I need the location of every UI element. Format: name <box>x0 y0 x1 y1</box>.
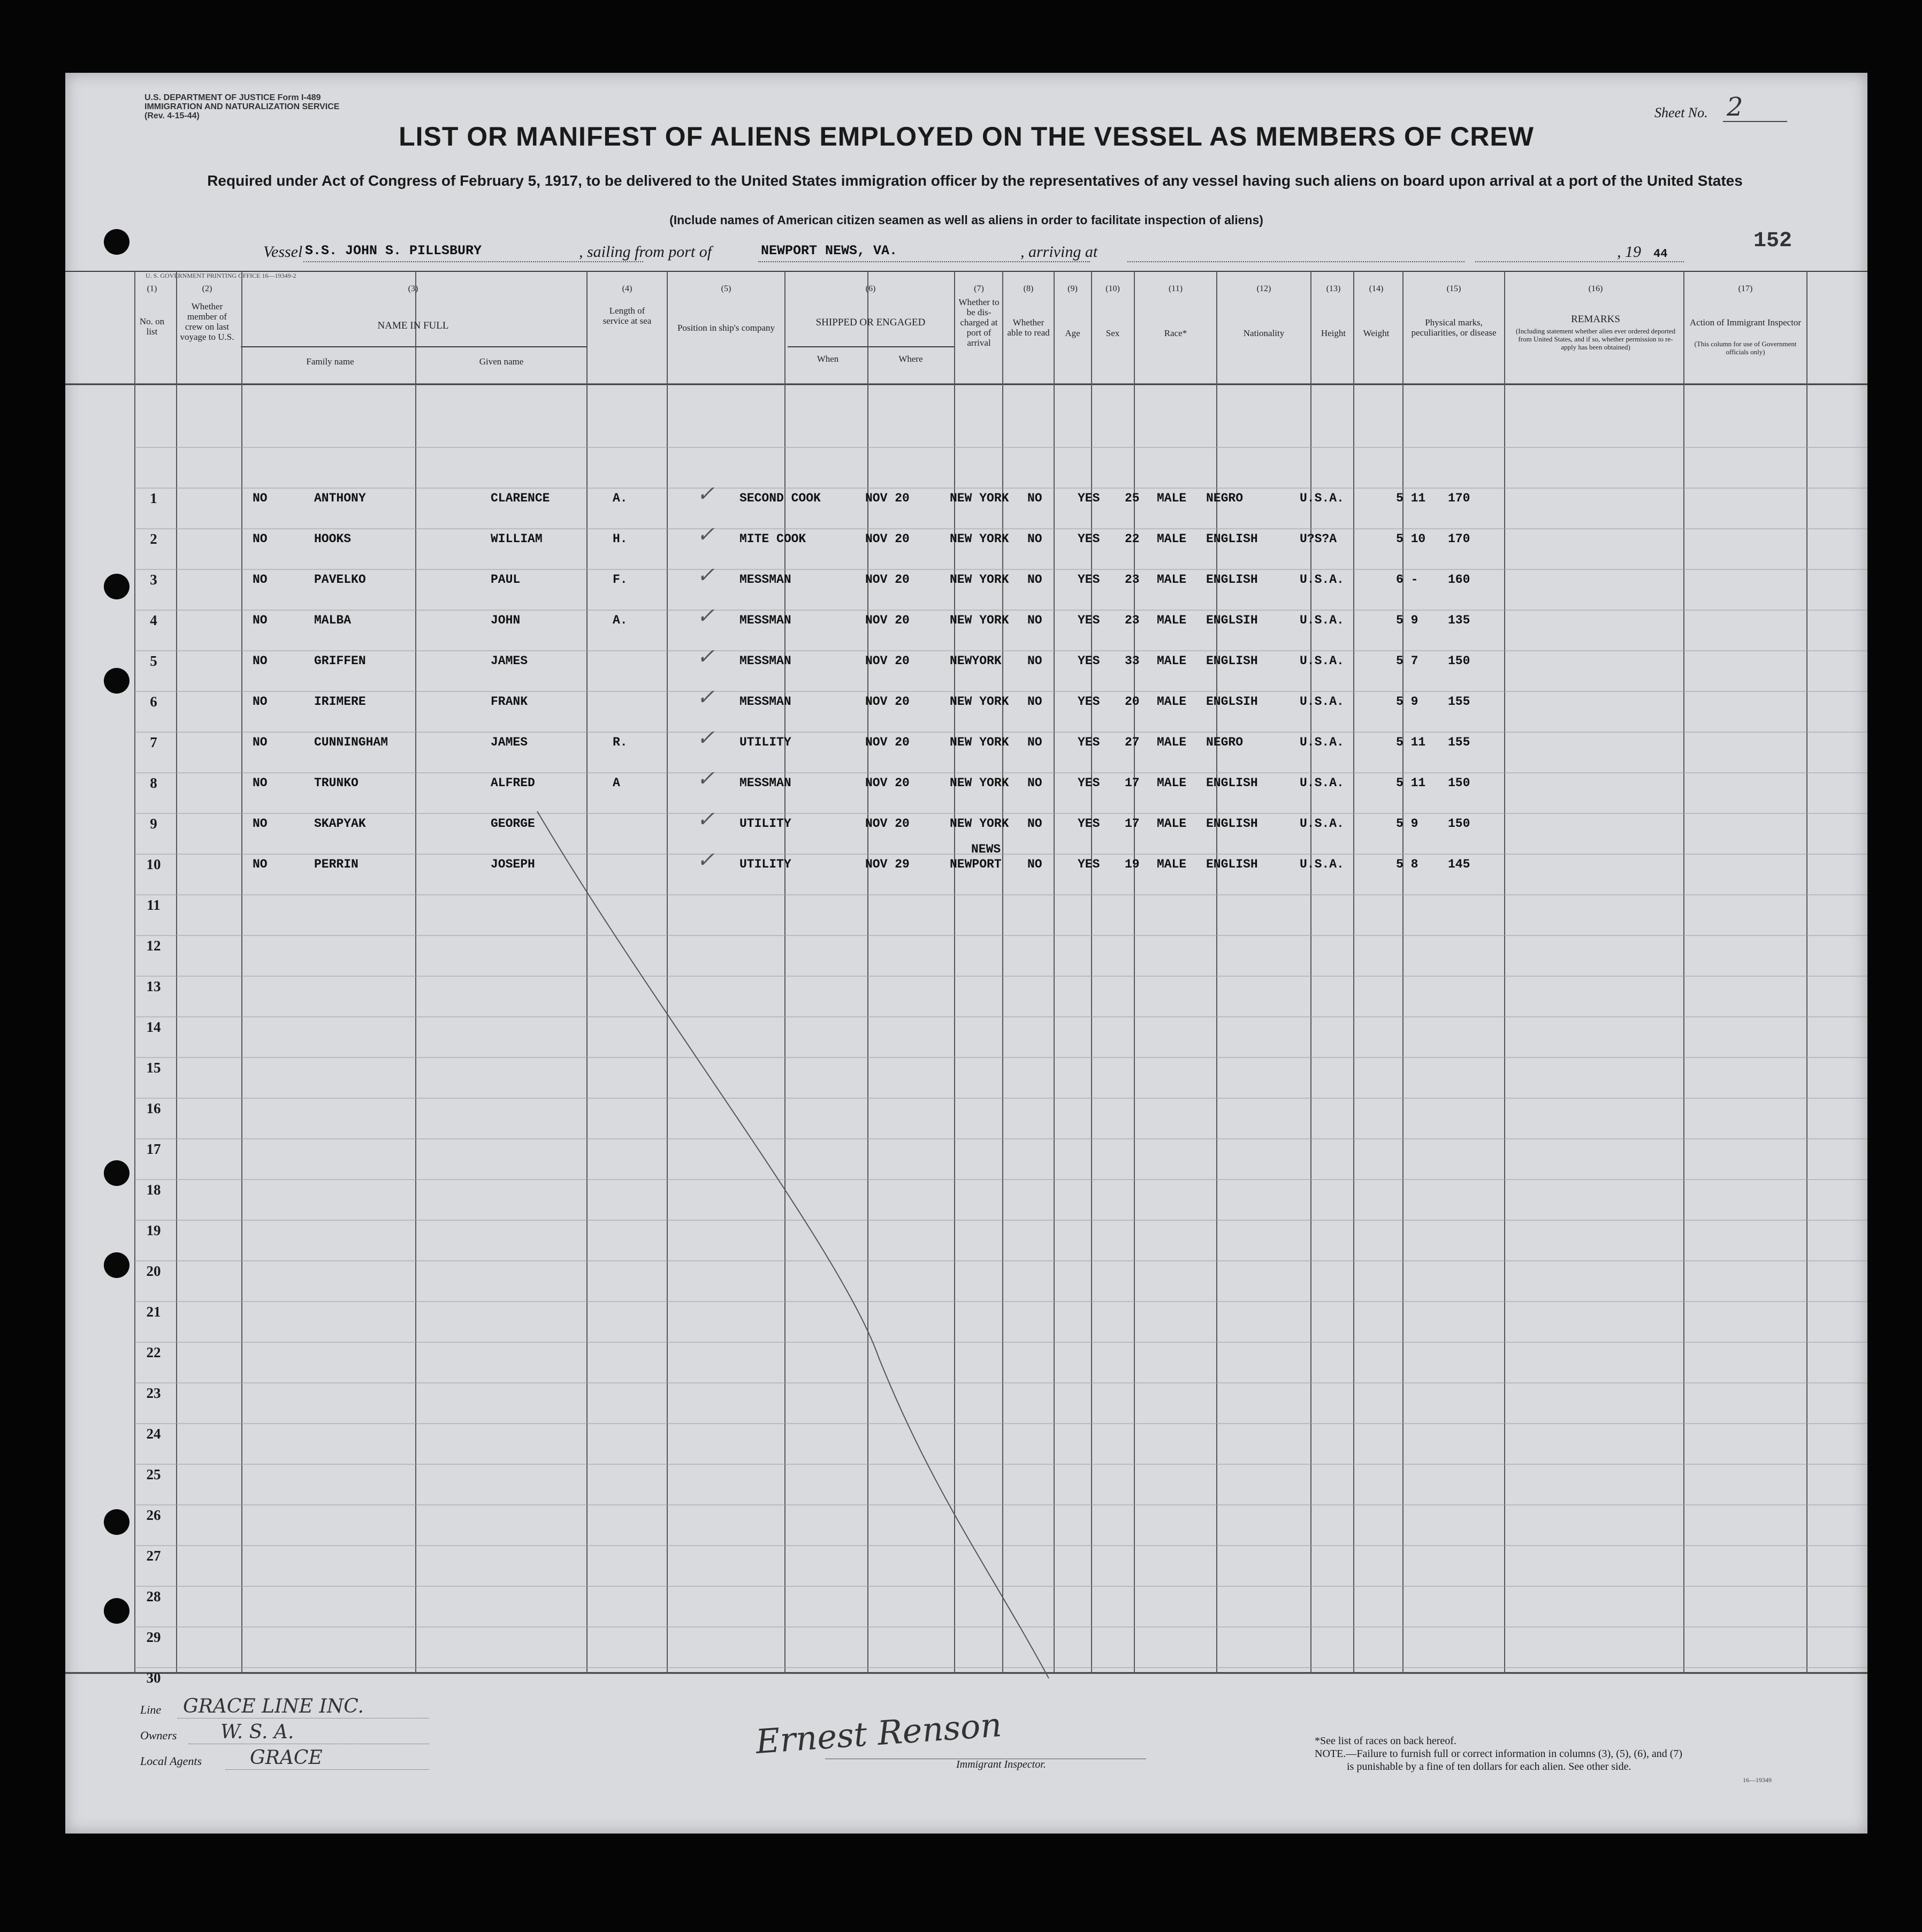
col-5-num: (5) <box>721 284 731 293</box>
cell-nationality: U.S.A. <box>1300 817 1344 831</box>
cell-family-name: MALBA <box>314 613 352 627</box>
cell-shipped-when: NOV 20 <box>865 654 910 668</box>
row-number: 4 <box>150 612 157 628</box>
row-number: 13 <box>146 978 161 994</box>
year-label: , 19 <box>1617 243 1641 261</box>
cell-family-name: GRIFFEN <box>314 654 366 668</box>
cell-shipped-where: NEW YORK <box>950 695 1009 709</box>
cell-height: 5 9 <box>1396 613 1418 627</box>
cell-position: MITE COOK <box>739 532 806 546</box>
cell-shipped-where: NEW YORK <box>950 613 1009 627</box>
cell-prior-voyage: NO <box>253 735 268 749</box>
row-number: 25 <box>146 1466 161 1482</box>
cell-service-check: ✓ <box>697 726 715 750</box>
cell-height: 5 10 <box>1396 532 1426 546</box>
col-3-given: Given name <box>479 356 524 367</box>
cell-age: 33 <box>1125 654 1140 668</box>
cell-given-name: GEORGE <box>491 817 535 831</box>
col-10-num: (10) <box>1105 284 1120 293</box>
cell-sex: MALE <box>1157 532 1187 546</box>
punch-hole <box>104 1160 129 1186</box>
cell-age: 27 <box>1125 735 1140 749</box>
cell-weight: 145 <box>1448 857 1470 871</box>
col-12-num: (12) <box>1256 284 1271 293</box>
cell-age: 20 <box>1125 695 1140 709</box>
cell-race: ENGLISH <box>1206 817 1258 831</box>
vessel-name: S.S. JOHN S. PILLSBURY <box>305 243 482 258</box>
cell-initial: A. <box>613 491 628 505</box>
cell-weight: 170 <box>1448 532 1470 546</box>
line-value: GRACE LINE INC. <box>183 1695 364 1717</box>
cell-shipped-when: NOV 20 <box>865 491 910 505</box>
col-8-label: Whether able to read <box>1007 317 1050 338</box>
cell-height: 6 - <box>1396 573 1418 587</box>
cell-service-check: ✓ <box>697 563 715 588</box>
cell-nationality: U.S.A. <box>1300 654 1344 668</box>
cell-shipped-where: NEW YORK <box>950 817 1009 831</box>
cell-initial: A. <box>613 613 628 627</box>
row-number: 12 <box>146 938 161 954</box>
cell-given-name: JAMES <box>491 735 528 749</box>
cell-weight: 160 <box>1448 573 1470 587</box>
agents-underline <box>226 1769 429 1770</box>
col-2-num: (2) <box>202 284 212 293</box>
cell-shipped-when: NOV 20 <box>865 735 910 749</box>
cell-shipped-when: NOV 20 <box>865 532 910 546</box>
cell-able-to-read: YES <box>1078 857 1100 871</box>
row-number: 29 <box>146 1629 161 1645</box>
cell-family-name: PERRIN <box>314 857 359 871</box>
cell-service-check: ✓ <box>697 522 715 547</box>
page-subtitle: Required under Act of Congress of February 5, 1917, to be delivered to the United States immigration officer by the representatives of any vessel having such aliens on board upon arrival at a port of the United States <box>207 172 1743 189</box>
cell-age: 25 <box>1125 491 1140 505</box>
cell-position: MESSMAN <box>739 573 791 587</box>
form-code: 16—19349 <box>1743 1776 1772 1784</box>
cell-shipped-when: NOV 20 <box>865 776 910 790</box>
cell-able-to-read: YES <box>1078 654 1100 668</box>
col-3-family: Family name <box>306 356 354 367</box>
cell-race: ENGLISH <box>1206 532 1258 546</box>
cell-family-name: ANTHONY <box>314 491 366 505</box>
cell-given-name: ALFRED <box>491 776 535 790</box>
col-4-num: (4) <box>622 284 632 293</box>
cell-race: ENGLISH <box>1206 776 1258 790</box>
cell-given-name: WILLIAM <box>491 532 543 546</box>
col-9-label: Age <box>1065 328 1080 338</box>
row-number: 30 <box>146 1670 161 1686</box>
col-11-num: (11) <box>1168 284 1183 293</box>
line-label: Line <box>140 1703 162 1716</box>
cell-service-check: ✓ <box>697 482 715 506</box>
row-number: 6 <box>150 694 157 710</box>
row-number: 9 <box>150 816 157 832</box>
row-number: 2 <box>150 531 157 547</box>
col-7-num: (7) <box>974 284 984 293</box>
cell-shipped-when: NOV 20 <box>865 613 910 627</box>
inspector-label: Immigrant Inspector. <box>956 1759 1046 1770</box>
cell-race: ENGLSIH <box>1206 695 1258 709</box>
cell-shipped-where: NEW YORK <box>950 573 1009 587</box>
cell-initial: F. <box>613 573 628 587</box>
cell-discharged: NO <box>1027 573 1042 587</box>
cell-sex: MALE <box>1157 491 1187 505</box>
cell-given-name: PAUL <box>491 573 521 587</box>
col-16-num: (16) <box>1588 284 1603 293</box>
cell-weight: 150 <box>1448 654 1470 668</box>
cell-discharged: NO <box>1027 857 1042 871</box>
cell-discharged: NO <box>1027 532 1042 546</box>
cell-sex: MALE <box>1157 735 1187 749</box>
form-line: IMMIGRATION AND NATURALIZATION SERVICE <box>144 102 340 111</box>
punch-hole <box>104 574 129 599</box>
row-number: 7 <box>150 734 157 750</box>
races-note: *See list of races on back hereof. <box>1315 1735 1456 1747</box>
sailing-port: NEWPORT NEWS, VA. <box>761 243 898 258</box>
sailing-label: , sailing from port of <box>579 243 712 261</box>
col-15-num: (15) <box>1446 284 1461 293</box>
stamp-number: 152 <box>1753 229 1793 253</box>
row-number: 20 <box>146 1263 161 1279</box>
col-17-sub: (This column for use of Government officials only) <box>1694 340 1797 356</box>
cell-race: NEGRO <box>1206 735 1244 749</box>
cell-discharged: NO <box>1027 613 1042 627</box>
col-13-num: (13) <box>1326 284 1341 293</box>
cell-height: 5 9 <box>1396 695 1418 709</box>
cell-position: SECOND COOK <box>739 491 821 505</box>
cell-nationality: U.S.A. <box>1300 735 1344 749</box>
cell-weight: 150 <box>1448 817 1470 831</box>
form-line: (Rev. 4-15-44) <box>144 111 200 120</box>
col-3-num: (3) <box>408 284 418 293</box>
col-17-label: Action of Immigrant Inspector <box>1689 317 1802 328</box>
cell-family-name: IRIMERE <box>314 695 366 709</box>
cell-nationality: U?S?A <box>1300 532 1337 546</box>
cell-family-name: CUNNINGHAM <box>314 735 388 749</box>
cell-shipped-when: NOV 20 <box>865 573 910 587</box>
vessel-label: Vessel <box>263 243 303 261</box>
cell-position: UTILITY <box>739 735 791 749</box>
cell-height: 5 11 <box>1396 776 1426 790</box>
punch-hole <box>104 1252 129 1278</box>
row-number: 23 <box>146 1385 161 1401</box>
cell-prior-voyage: NO <box>253 817 268 831</box>
cell-shipped-when: NOV 29 <box>865 857 910 871</box>
cell-initial: H. <box>613 532 628 546</box>
cell-shipped-where: NEW YORK <box>950 776 1009 790</box>
cell-service-check: ✓ <box>697 848 715 872</box>
cell-sex: MALE <box>1157 654 1187 668</box>
agents-label: Local Agents <box>140 1754 202 1768</box>
row-number: 19 <box>146 1222 161 1238</box>
printing-office-line: U. S. GOVERNMENT PRINTING OFFICE 16—19349-2 <box>146 272 296 279</box>
cell-position: UTILITY <box>739 857 791 871</box>
cell-nationality: U.S.A. <box>1300 573 1344 587</box>
cell-position: MESSMAN <box>739 695 791 709</box>
cell-sex: MALE <box>1157 857 1187 871</box>
col-4-label: Length of service at sea <box>602 306 652 326</box>
cell-able-to-read: YES <box>1078 532 1100 546</box>
cell-prior-voyage: NO <box>253 613 268 627</box>
col-14-label: Weight <box>1363 328 1390 338</box>
agents-value: GRACE <box>250 1747 323 1769</box>
col-6-where: Where <box>898 354 923 364</box>
page-title: LIST OR MANIFEST OF ALIENS EMPLOYED ON THE VESSEL AS MEMBERS OF CREW <box>399 121 1534 151</box>
cell-service-check: ✓ <box>697 766 715 791</box>
strike-through-line <box>65 73 1867 1834</box>
row-number: 16 <box>146 1100 161 1116</box>
cell-discharged: NO <box>1027 491 1042 505</box>
cell-race: ENGLISH <box>1206 857 1258 871</box>
cell-race: ENGLISH <box>1206 654 1258 668</box>
cell-able-to-read: YES <box>1078 817 1100 831</box>
cell-shipped-where: NEW YORK <box>950 735 1009 749</box>
row-number: 5 <box>150 653 157 669</box>
col-5-label: Position in ship's company <box>677 323 775 333</box>
col-6-label: SHIPPED OR ENGAGED <box>815 317 926 328</box>
row-number: 15 <box>146 1060 161 1076</box>
cell-weight: 150 <box>1448 776 1470 790</box>
cell-discharged: NO <box>1027 735 1042 749</box>
cell-able-to-read: YES <box>1078 695 1100 709</box>
inspector-signature: Ernest Renson <box>754 1705 1003 1761</box>
cell-family-name: HOOKS <box>314 532 352 546</box>
manifest-sheet <box>65 73 1867 1834</box>
row-number: 17 <box>146 1141 161 1157</box>
cell-sex: MALE <box>1157 817 1187 831</box>
cell-given-name: JOHN <box>491 613 521 627</box>
cell-shipped-where: NEW YORK <box>950 532 1009 546</box>
col-8-num: (8) <box>1023 284 1034 293</box>
col-17-num: (17) <box>1738 284 1753 293</box>
col-14-num: (14) <box>1369 284 1384 293</box>
cell-weight: 135 <box>1448 613 1470 627</box>
cell-position: MESSMAN <box>739 654 791 668</box>
row-number: 24 <box>146 1426 161 1442</box>
cell-service-check: ✓ <box>697 685 715 710</box>
sheet-number: 2 <box>1727 92 1743 122</box>
col-10-label: Sex <box>1105 328 1120 338</box>
row-number: 21 <box>146 1304 161 1320</box>
cell-weight: 155 <box>1448 735 1470 749</box>
cell-shipped-where: NEW YORK <box>950 491 1009 505</box>
cell-position: MESSMAN <box>739 613 791 627</box>
row-number: 11 <box>147 897 161 913</box>
cell-prior-voyage: NO <box>253 573 268 587</box>
row-number: 3 <box>150 572 157 588</box>
col-6-num: (6) <box>865 284 876 293</box>
col-16-sub: (Including statement whether alien ever ordered deported from United States, and if so, whether permission to re-apply has been obtained) <box>1515 327 1676 351</box>
cell-race: NEGRO <box>1206 491 1244 505</box>
year-value: 44 <box>1653 247 1668 261</box>
cell-position: UTILITY <box>739 817 791 831</box>
row-number: 10 <box>146 856 161 872</box>
cell-given-name: JAMES <box>491 654 528 668</box>
row-number: 14 <box>146 1019 161 1035</box>
cell-weight: 155 <box>1448 695 1470 709</box>
punch-hole <box>104 1509 129 1535</box>
row-number: 26 <box>146 1507 161 1523</box>
row-number: 8 <box>150 775 157 791</box>
cell-height: 5 8 <box>1396 857 1418 871</box>
cell-age: 19 <box>1125 857 1140 871</box>
col-1-label: No. on list <box>139 316 165 337</box>
owners-value: W. S. A. <box>220 1721 294 1743</box>
cell-family-name: TRUNKO <box>314 776 359 790</box>
cell-shipped-when: NOV 20 <box>865 695 910 709</box>
cell-discharged: NO <box>1027 776 1042 790</box>
cell-height: 5 11 <box>1396 735 1426 749</box>
cell-family-name: PAVELKO <box>314 573 366 587</box>
cell-service-check: ✓ <box>697 604 715 628</box>
cell-age: 17 <box>1125 776 1140 790</box>
cell-discharged: NO <box>1027 695 1042 709</box>
cell-race: ENGLISH <box>1206 573 1258 587</box>
cell-nationality: U.S.A. <box>1300 857 1344 871</box>
punch-hole <box>104 229 129 255</box>
cell-age: 17 <box>1125 817 1140 831</box>
cell-height: 5 11 <box>1396 491 1426 505</box>
sheet-label: Sheet No. <box>1654 105 1708 120</box>
cell-able-to-read: YES <box>1078 776 1100 790</box>
owners-label: Owners <box>140 1729 177 1742</box>
cell-service-check: ✓ <box>697 644 715 669</box>
cell-able-to-read: YES <box>1078 735 1100 749</box>
cell-height: 5 7 <box>1396 654 1418 668</box>
cell-shipped-where-above: NEWS <box>971 842 1001 856</box>
cell-height: 5 9 <box>1396 817 1418 831</box>
cell-age: 23 <box>1125 613 1140 627</box>
cell-prior-voyage: NO <box>253 654 268 668</box>
cell-shipped-where: NEWPORT <box>950 857 1002 871</box>
cell-family-name: SKAPYAK <box>314 817 366 831</box>
col-1-num: (1) <box>147 284 157 293</box>
cell-able-to-read: YES <box>1078 491 1100 505</box>
cell-race: ENGLSIH <box>1206 613 1258 627</box>
col-15-label: Physical marks, peculiarities, or disease <box>1411 317 1497 338</box>
cell-sex: MALE <box>1157 613 1187 627</box>
cell-shipped-where: NEWYORK <box>950 654 1002 668</box>
punch-hole <box>104 668 129 694</box>
row-number: 1 <box>150 490 157 506</box>
cell-sex: MALE <box>1157 776 1187 790</box>
col-13-label: Height <box>1321 328 1346 338</box>
cell-able-to-read: YES <box>1078 613 1100 627</box>
penalty-note-1: NOTE.—Failure to furnish full or correct information in columns (3), (5), (6), and (7) <box>1315 1748 1683 1760</box>
cell-sex: MALE <box>1157 573 1187 587</box>
cell-age: 23 <box>1125 573 1140 587</box>
cell-position: MESSMAN <box>739 776 791 790</box>
page-note: (Include names of American citizen seamen as well as aliens in order to facilitate inspection of aliens) <box>669 213 1263 227</box>
punch-hole <box>104 1598 129 1624</box>
cell-discharged: NO <box>1027 654 1042 668</box>
col-16-label: REMARKS <box>1571 314 1620 325</box>
col-9-num: (9) <box>1067 284 1078 293</box>
cell-prior-voyage: NO <box>253 491 268 505</box>
arriving-label: , arriving at <box>1020 243 1098 261</box>
cell-discharged: NO <box>1027 817 1042 831</box>
cell-age: 22 <box>1125 532 1140 546</box>
cell-given-name: CLARENCE <box>491 491 550 505</box>
row-number: 22 <box>146 1344 161 1360</box>
cell-initial: R. <box>613 735 628 749</box>
cell-service-check: ✓ <box>697 807 715 832</box>
cell-given-name: FRANK <box>491 695 528 709</box>
row-number: 18 <box>146 1182 161 1198</box>
cell-prior-voyage: NO <box>253 857 268 871</box>
col-7-label: Whether to be dis-charged at port of arrival <box>958 297 1000 348</box>
cell-nationality: U.S.A. <box>1300 776 1344 790</box>
row-number: 27 <box>146 1548 161 1564</box>
row-number: 28 <box>146 1588 161 1604</box>
cell-sex: MALE <box>1157 695 1187 709</box>
col-2-label: Whether member of crew on last voyage to U.S. <box>180 301 234 342</box>
cell-nationality: U.S.A. <box>1300 491 1344 505</box>
col-6-when: When <box>817 354 839 364</box>
cell-prior-voyage: NO <box>253 695 268 709</box>
cell-nationality: U.S.A. <box>1300 695 1344 709</box>
penalty-note-2: is punishable by a fine of ten dollars for each alien. See other side. <box>1347 1761 1631 1773</box>
cell-prior-voyage: NO <box>253 532 268 546</box>
cell-given-name: JOSEPH <box>491 857 535 871</box>
cell-nationality: U.S.A. <box>1300 613 1344 627</box>
cell-prior-voyage: NO <box>253 776 268 790</box>
form-line: U.S. DEPARTMENT OF JUSTICE Form I-489 <box>144 93 321 102</box>
col-3-label: NAME IN FULL <box>377 320 449 331</box>
cell-weight: 170 <box>1448 491 1470 505</box>
cell-able-to-read: YES <box>1078 573 1100 587</box>
cell-initial: A <box>613 776 620 790</box>
cell-shipped-when: NOV 20 <box>865 817 910 831</box>
col-12-label: Nationality <box>1243 328 1285 338</box>
col-11-label: Race* <box>1164 328 1187 338</box>
